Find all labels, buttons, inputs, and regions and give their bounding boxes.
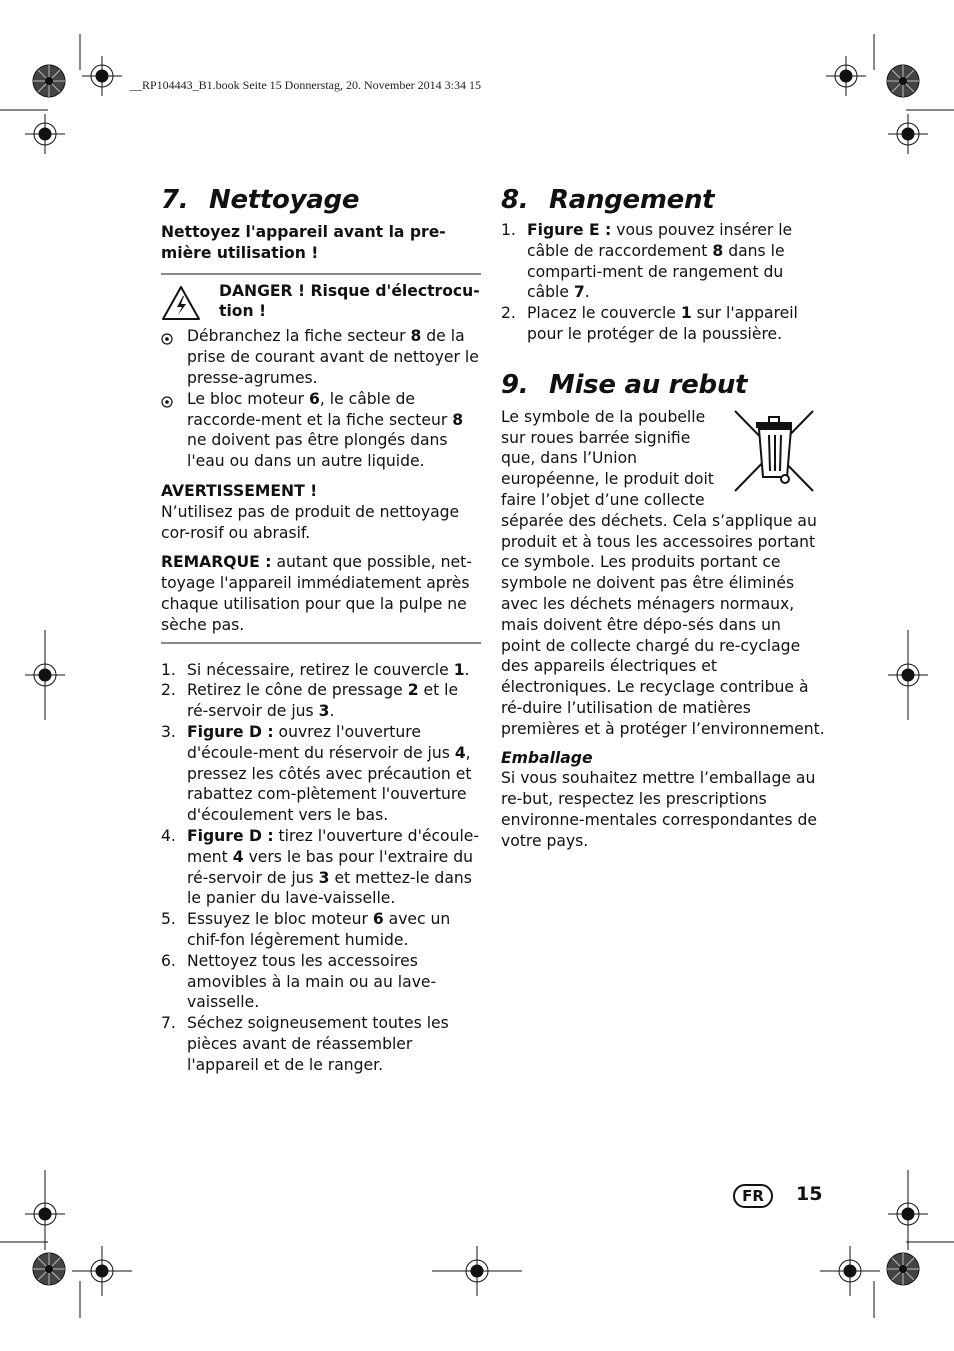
registration-mark-icon xyxy=(888,1170,928,1250)
danger-warning-icon xyxy=(161,281,219,327)
registration-mark-icon xyxy=(888,630,928,720)
danger-block xyxy=(161,281,481,327)
warning-label: AVERTISSEMENT ! xyxy=(161,481,318,500)
step-number: 6. xyxy=(161,951,176,970)
step-item: 2. Placez le couvercle 1 sur l'appareil pour le protéger de la poussière. xyxy=(501,304,798,343)
step-number: 3. xyxy=(161,722,176,741)
registration-mark-icon xyxy=(25,114,65,154)
left-column xyxy=(161,184,481,1075)
registration-mark-icon xyxy=(72,1246,132,1296)
bullet-circle-icon xyxy=(161,393,173,405)
page-number: 15 xyxy=(796,1183,823,1205)
packaging-text: Si vous souhaitez mettre l’emballage au re-but, respectez les prescriptions environne-mentales correspondantes de votre pays. xyxy=(501,769,817,850)
bullet-item: Débranchez la fiche secteur 8 de la prise de courant avant de nettoyer le presse-agrumes. xyxy=(161,326,481,388)
step-item: 1. Figure E : vous pouvez insérer le câble de raccordement 8 dans le comparti-ment de rangement du câble 7. xyxy=(501,221,793,302)
step-item: 5. Essuyez le bloc moteur 6 avec un chif-fon légèrement humide. xyxy=(161,910,451,949)
registration-mark-icon xyxy=(82,56,122,96)
registration-mark-icon xyxy=(820,1246,880,1296)
step-number: 4. xyxy=(161,826,176,845)
step-item: 2. Retirez le cône de pressage 2 et le ré-servoir de jus 3. xyxy=(161,681,459,721)
registration-mark-icon xyxy=(25,1170,65,1250)
step-item: 3. Figure D : ouvrez l'ouverture d'écoule-ment du réservoir de jus 4, pressez les côtés avec précaution et rabattez com-plètement l'ouverture d'écoulement vers le bas. xyxy=(161,722,472,825)
color-wheel-icon xyxy=(886,1252,920,1286)
step-number: 1. xyxy=(501,221,516,239)
packaging-title: Emballage xyxy=(501,748,593,767)
section-title-mise-au-rebut: 9. Mise au rebut xyxy=(501,369,748,400)
storage-steps xyxy=(501,220,825,345)
note-paragraph: REMARQUE : autant que possible, net-toyage l'appareil immédiatement après chaque utilisation pour que la pulpe ne sèche pas. xyxy=(161,553,472,634)
intro-text: Nettoyez l'appareil avant la pre-mière utilisation ! xyxy=(161,223,446,262)
disposal-text: Le symbole de la poubelle sur roues barrée signifie que, dans l’Union européenne, le produit doit faire l’objet d’une collecte séparée des déchets. Cela s’applique au produit et à tous les accessoires portant ce symbole. Les produits portant ce symbole ne doivent pas être éliminés avec les déchets ménagers normaux, mais doivent être dépo-sés dans un point de collecte chargé du re-cyclage des appareils électriques et électroniques. Le recyclage contribue à ré-duire l’utilisation de matières premières et à protéger l’environnement. xyxy=(501,407,825,738)
step-item: 6. Nettoyez tous les accessoires amovibles à la main ou au lave-vaisselle. xyxy=(161,951,437,1012)
danger-bullets xyxy=(161,326,481,472)
color-wheel-icon xyxy=(32,64,66,98)
danger-text: DANGER ! Risque d'électrocu-tion ! xyxy=(219,281,480,321)
divider xyxy=(161,273,481,275)
step-item: 7. Séchez soigneusement toutes les pièces avant de réassembler l'appareil et de le ranger. xyxy=(161,1014,449,1074)
step-number: 5. xyxy=(161,910,176,929)
bullet-item: Le bloc moteur 6, le câble de raccorde-ment et la fiche secteur 8 ne doivent pas être plongés dans l'eau ou dans un autre liquide. xyxy=(161,389,481,472)
registration-mark-icon xyxy=(432,1246,522,1296)
disposal-block xyxy=(501,407,825,740)
right-column xyxy=(501,184,825,852)
registration-mark-icon xyxy=(25,630,65,720)
color-wheel-icon xyxy=(32,1252,66,1286)
step-number: 7. xyxy=(161,1014,176,1033)
registration-mark-icon xyxy=(888,114,928,154)
book-slug: __RP104443_B1.book Seite 15 Donnerstag, 20. November 2014 3:34 15 xyxy=(130,78,481,92)
divider xyxy=(161,642,481,644)
bullet-circle-icon xyxy=(161,330,173,342)
registration-mark-icon xyxy=(826,56,866,96)
section-title-nettoyage: 7. Nettoyage xyxy=(161,185,360,215)
step-item: 1. Si nécessaire, retirez le couvercle 1. xyxy=(161,660,470,679)
section-title-rangement: 8. Rangement xyxy=(501,185,715,215)
language-badge: FR xyxy=(733,1184,773,1208)
cleaning-steps xyxy=(161,660,481,1076)
step-number: 1. xyxy=(161,660,176,679)
step-item: 4. Figure D : tirez l'ouverture d'écoule-ment 4 vers le bas pour l'extraire du ré-servoir de jus 3 et mettez-le dans le panier du lave-vaisselle. xyxy=(161,826,480,908)
step-number: 2. xyxy=(161,681,176,700)
warning-text: N’utilisez pas de produit de nettoyage cor-rosif ou abrasif. xyxy=(161,502,460,542)
color-wheel-icon xyxy=(886,64,920,98)
crossed-bin-icon xyxy=(729,407,819,495)
step-number: 2. xyxy=(501,304,516,323)
